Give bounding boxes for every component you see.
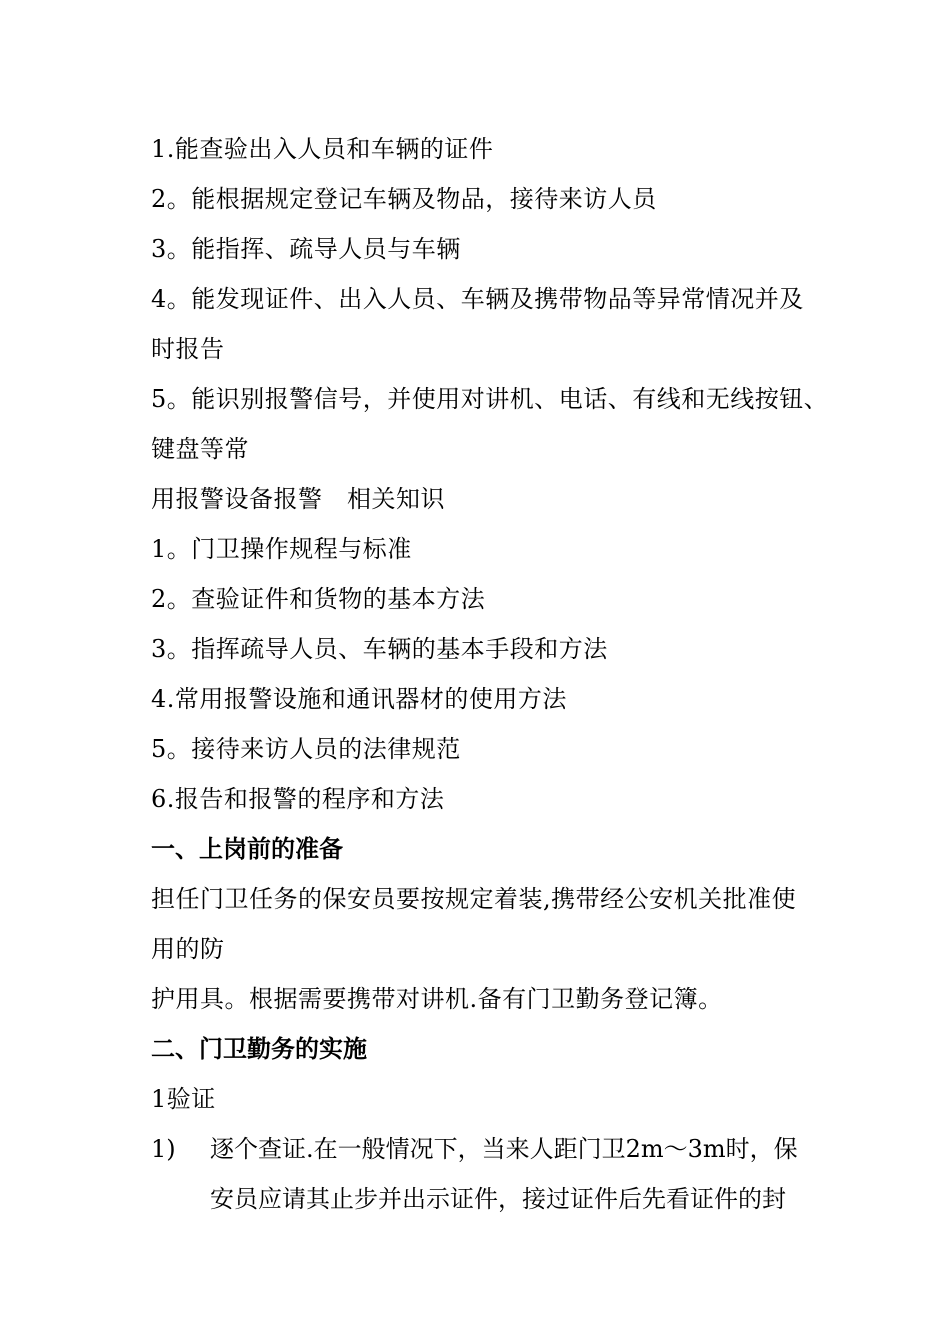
text-line: 2。能根据规定登记车辆及物品，接待来访人员 [151,185,657,213]
text-line: 键盘等常 [151,435,249,463]
text-line: 5。接待来访人员的法律规范 [151,735,461,763]
text-line: 1.能查验出入人员和车辆的证件 [151,135,494,163]
item-line: 逐个查证.在一般情况下，当来人距门卫2m～3m时，保 [210,1135,798,1163]
text-line: 1。门卫操作规程与标准 [151,535,412,563]
text-line: 用报警设备报警 相关知识 [151,485,445,513]
item-line: 安员应请其止步并出示证件，接过证件后先看证件的封 [210,1185,786,1213]
section-heading: 二、门卫勤务的实施 [151,1035,367,1063]
item-body [210,1124,830,1224]
paragraph-line: 护用具。根据需要携带对讲机.备有门卫勤务登记簿。 [151,985,723,1013]
paragraph-line: 用的防 [151,935,225,963]
paragraph-line: 担任门卫任务的保安员要按规定着装,携带经公安机关批准使 [151,885,797,913]
item-number: 1) [151,1135,176,1163]
text-line: 3。指挥疏导人员、车辆的基本手段和方法 [151,635,608,663]
section-heading: 一、上岗前的准备 [151,835,343,863]
text-line: 6.报告和报警的程序和方法 [151,785,445,813]
text-line: 2。查验证件和货物的基本方法 [151,585,486,613]
text-line: 3。能指挥、疏导人员与车辆 [151,235,461,263]
numbered-item [151,1124,851,1224]
text-line: 4。能发现证件、出入人员、车辆及携带物品等异常情况并及 [151,285,804,313]
subsection-title: 1验证 [151,1085,216,1113]
text-line: 5。能识别报警信号，并使用对讲机、电话、有线和无线按钮、 [151,385,829,413]
text-line: 时报告 [151,335,225,363]
text-line: 4.常用报警设施和通讯器材的使用方法 [151,685,567,713]
document-content [151,124,851,1224]
